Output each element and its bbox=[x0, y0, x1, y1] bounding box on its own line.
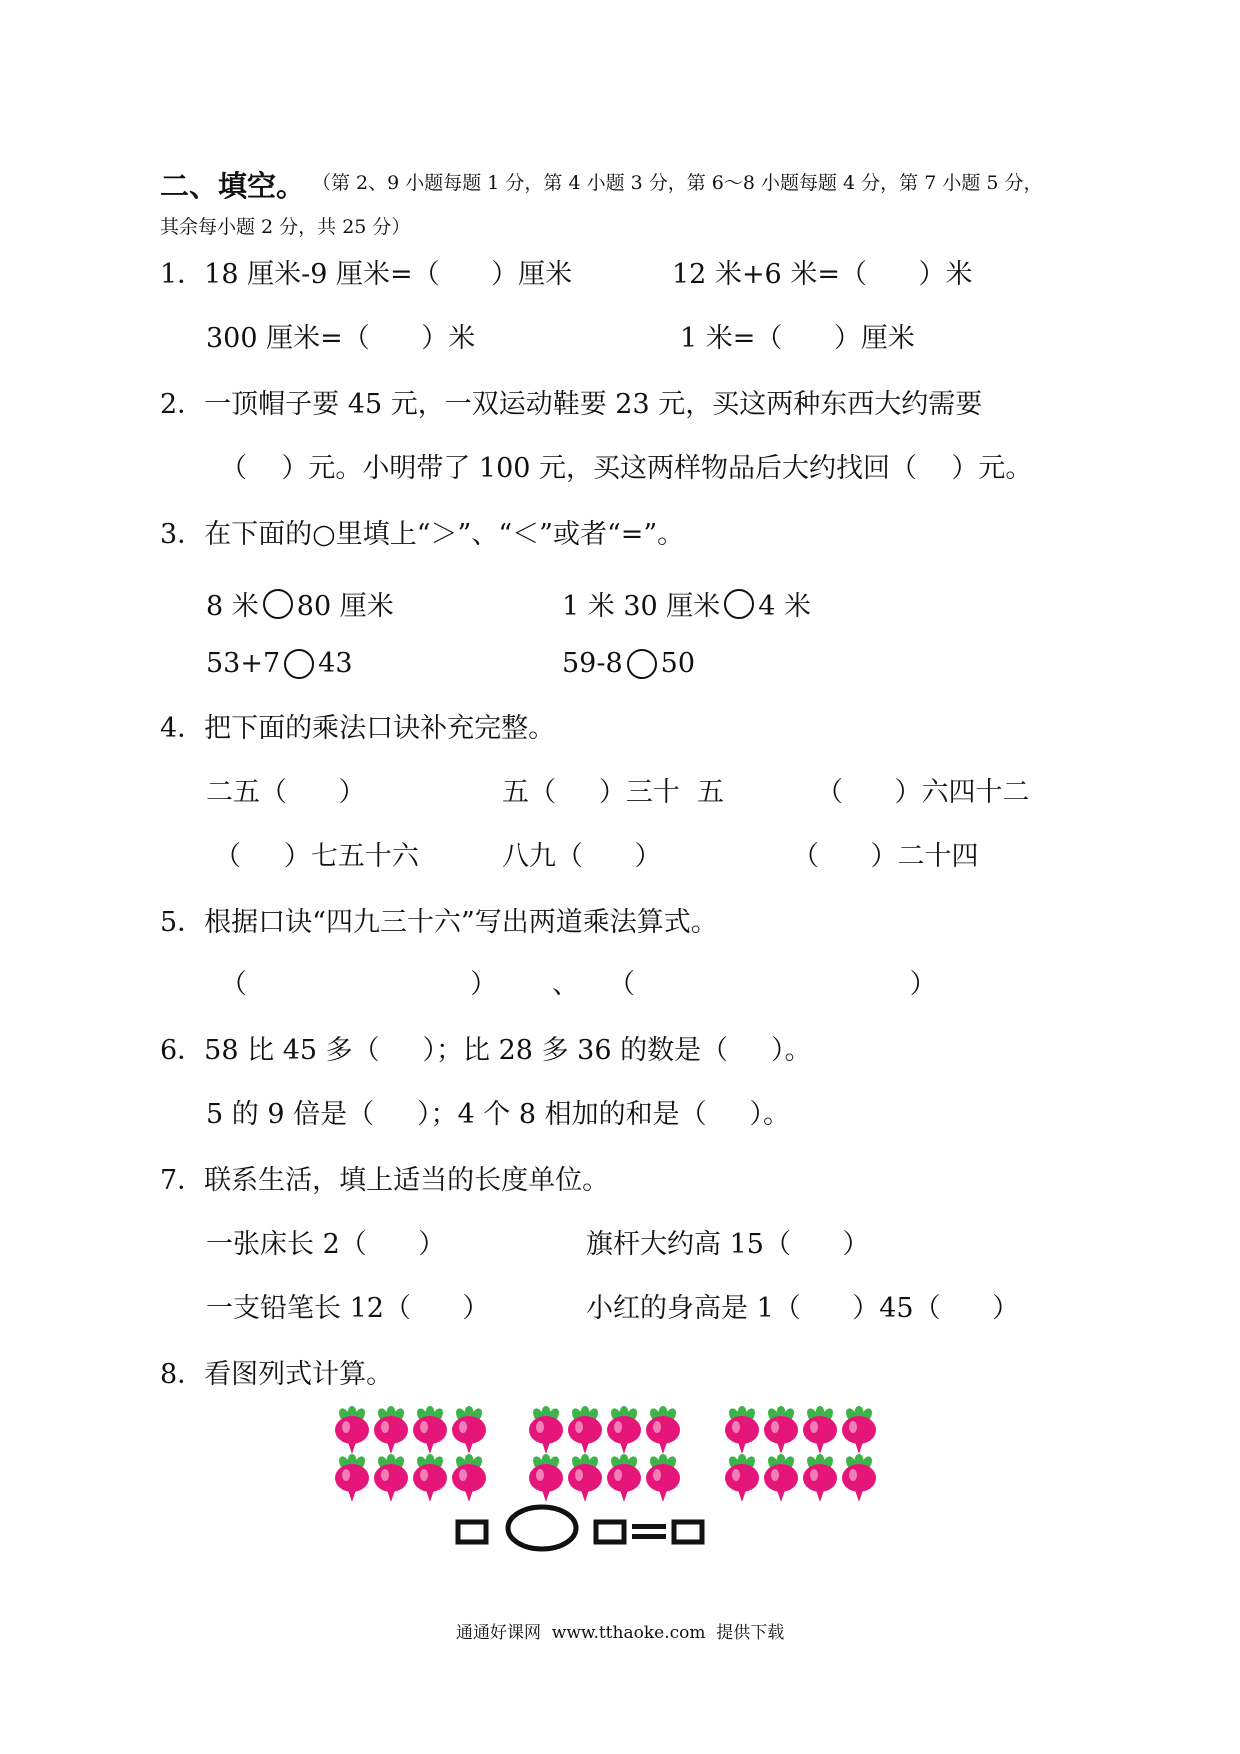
q6-line1: 6．58 比 45 多（ ）；比 28 多 36 的数是（ ）。 bbox=[160, 1035, 812, 1066]
section-note-line2: 其余每小题 2 分，共 25 分） bbox=[160, 216, 411, 238]
q2-line1: 2．一顶帽子要 45 元，一双运动鞋要 23 元，买这两种东西大约需要 bbox=[160, 389, 983, 420]
q1-item-a: 1．18 厘米-9 厘米=（ ）厘米 bbox=[160, 259, 573, 290]
radish-icon bbox=[568, 1454, 602, 1502]
q4-item-f: （ ）二十四 bbox=[792, 841, 979, 872]
radish-icon bbox=[374, 1406, 408, 1454]
radish-icon bbox=[335, 1454, 369, 1502]
radish-icon bbox=[452, 1454, 486, 1502]
radish-icon bbox=[335, 1406, 369, 1454]
radish-icon bbox=[529, 1454, 563, 1502]
q8-answer-template bbox=[450, 1500, 730, 1560]
q7-item-a: 一张床长 2（ ） bbox=[206, 1229, 446, 1260]
q7-item-c: 一支铅笔长 12（ ） bbox=[206, 1293, 490, 1324]
radish-icon bbox=[607, 1406, 641, 1454]
q7-title: 7．联系生活，填上适当的长度单位。 bbox=[160, 1165, 610, 1196]
q3-right-1: 80 厘米 bbox=[296, 591, 394, 622]
q3-title: 3．在下面的○里填上“＞”、“＜”或者“=”。 bbox=[160, 519, 685, 550]
q5-title: 5．根据口诀“四九三十六”写出两道乘法算式。 bbox=[160, 907, 718, 938]
operator-circle-icon bbox=[508, 1507, 576, 1549]
radish-icon bbox=[452, 1406, 486, 1454]
q1-item-c: 300 厘米=（ ）米 bbox=[206, 323, 476, 354]
q1-item-d: 1 米=（ ）厘米 bbox=[680, 323, 915, 354]
q4-title: 4．把下面的乘法口诀补充完整。 bbox=[160, 713, 556, 744]
radish-icon bbox=[725, 1454, 759, 1502]
q3-left-4: 59-8 bbox=[562, 648, 623, 679]
q6-line2: 5 的 9 倍是（ ）；4 个 8 相加的和是（ ）。 bbox=[206, 1099, 791, 1130]
radish-icon bbox=[842, 1406, 876, 1454]
q7-item-b: 旗杆大约高 15（ ） bbox=[586, 1229, 870, 1260]
radish-icon bbox=[607, 1454, 641, 1502]
radish-icon bbox=[529, 1406, 563, 1454]
q5-blank-1: （ ） bbox=[220, 969, 498, 1000]
q4-item-b: 五（ ）三十 五 bbox=[502, 777, 725, 808]
radish-icon bbox=[803, 1406, 837, 1454]
q4-item-c: （ ）六四十二 bbox=[816, 777, 1030, 808]
q7-item-d: 小红的身高是 1（ ）45（ ） bbox=[586, 1293, 1020, 1324]
radish-icon bbox=[842, 1454, 876, 1502]
equals-bar-bottom bbox=[632, 1534, 666, 1539]
q5-blank-2: （ ） bbox=[608, 969, 937, 1000]
radish-icon bbox=[764, 1454, 798, 1502]
q8-title: 8．看图列式计算。 bbox=[160, 1359, 394, 1390]
q2-line2: （ ）元。小明带了 100 元，买这两样物品后大约找回（ ）元。 bbox=[220, 453, 1033, 484]
radish-icon bbox=[725, 1406, 759, 1454]
q3-left-3: 53+7 bbox=[206, 648, 281, 679]
radish-icon bbox=[413, 1406, 447, 1454]
q3-left-2: 1 米 30 厘米 bbox=[562, 591, 721, 622]
q3-left-1: 8 米 bbox=[206, 591, 259, 622]
radish-icon bbox=[764, 1406, 798, 1454]
answer-box-3 bbox=[674, 1522, 702, 1542]
q3-right-4: 50 bbox=[660, 648, 696, 679]
section-note-line1: （第 2、9 小题每题 1 分，第 4 小题 3 分，第 6～8 小题每题 4 分，第 7 小题 5 分， bbox=[312, 172, 1043, 194]
radish-icon bbox=[568, 1406, 602, 1454]
q3-right-3: 43 bbox=[318, 648, 353, 679]
equals-bar-top bbox=[632, 1524, 666, 1529]
q4-item-a: 二五（ ） bbox=[206, 777, 366, 808]
radish-icon bbox=[374, 1454, 408, 1502]
radish-icon bbox=[803, 1454, 837, 1502]
section-title: 二、填空。 bbox=[160, 169, 306, 203]
q5-separator: 、 bbox=[552, 969, 579, 1000]
q1-item-b: 12 米+6 米=（ ）米 bbox=[672, 259, 973, 290]
q4-item-d: （ ）七五十六 bbox=[214, 841, 419, 872]
footer-credit: 通通好课网 www.tthaoke.com 提供下载 bbox=[456, 1623, 785, 1643]
radish-icon bbox=[413, 1454, 447, 1502]
radish-icon bbox=[646, 1406, 680, 1454]
q3-right-2: 4 米 bbox=[758, 591, 812, 622]
answer-box-2 bbox=[596, 1522, 624, 1542]
answer-box-1 bbox=[458, 1522, 486, 1542]
radish-icon bbox=[646, 1454, 680, 1502]
q4-item-e: 八九（ ） bbox=[502, 841, 662, 872]
